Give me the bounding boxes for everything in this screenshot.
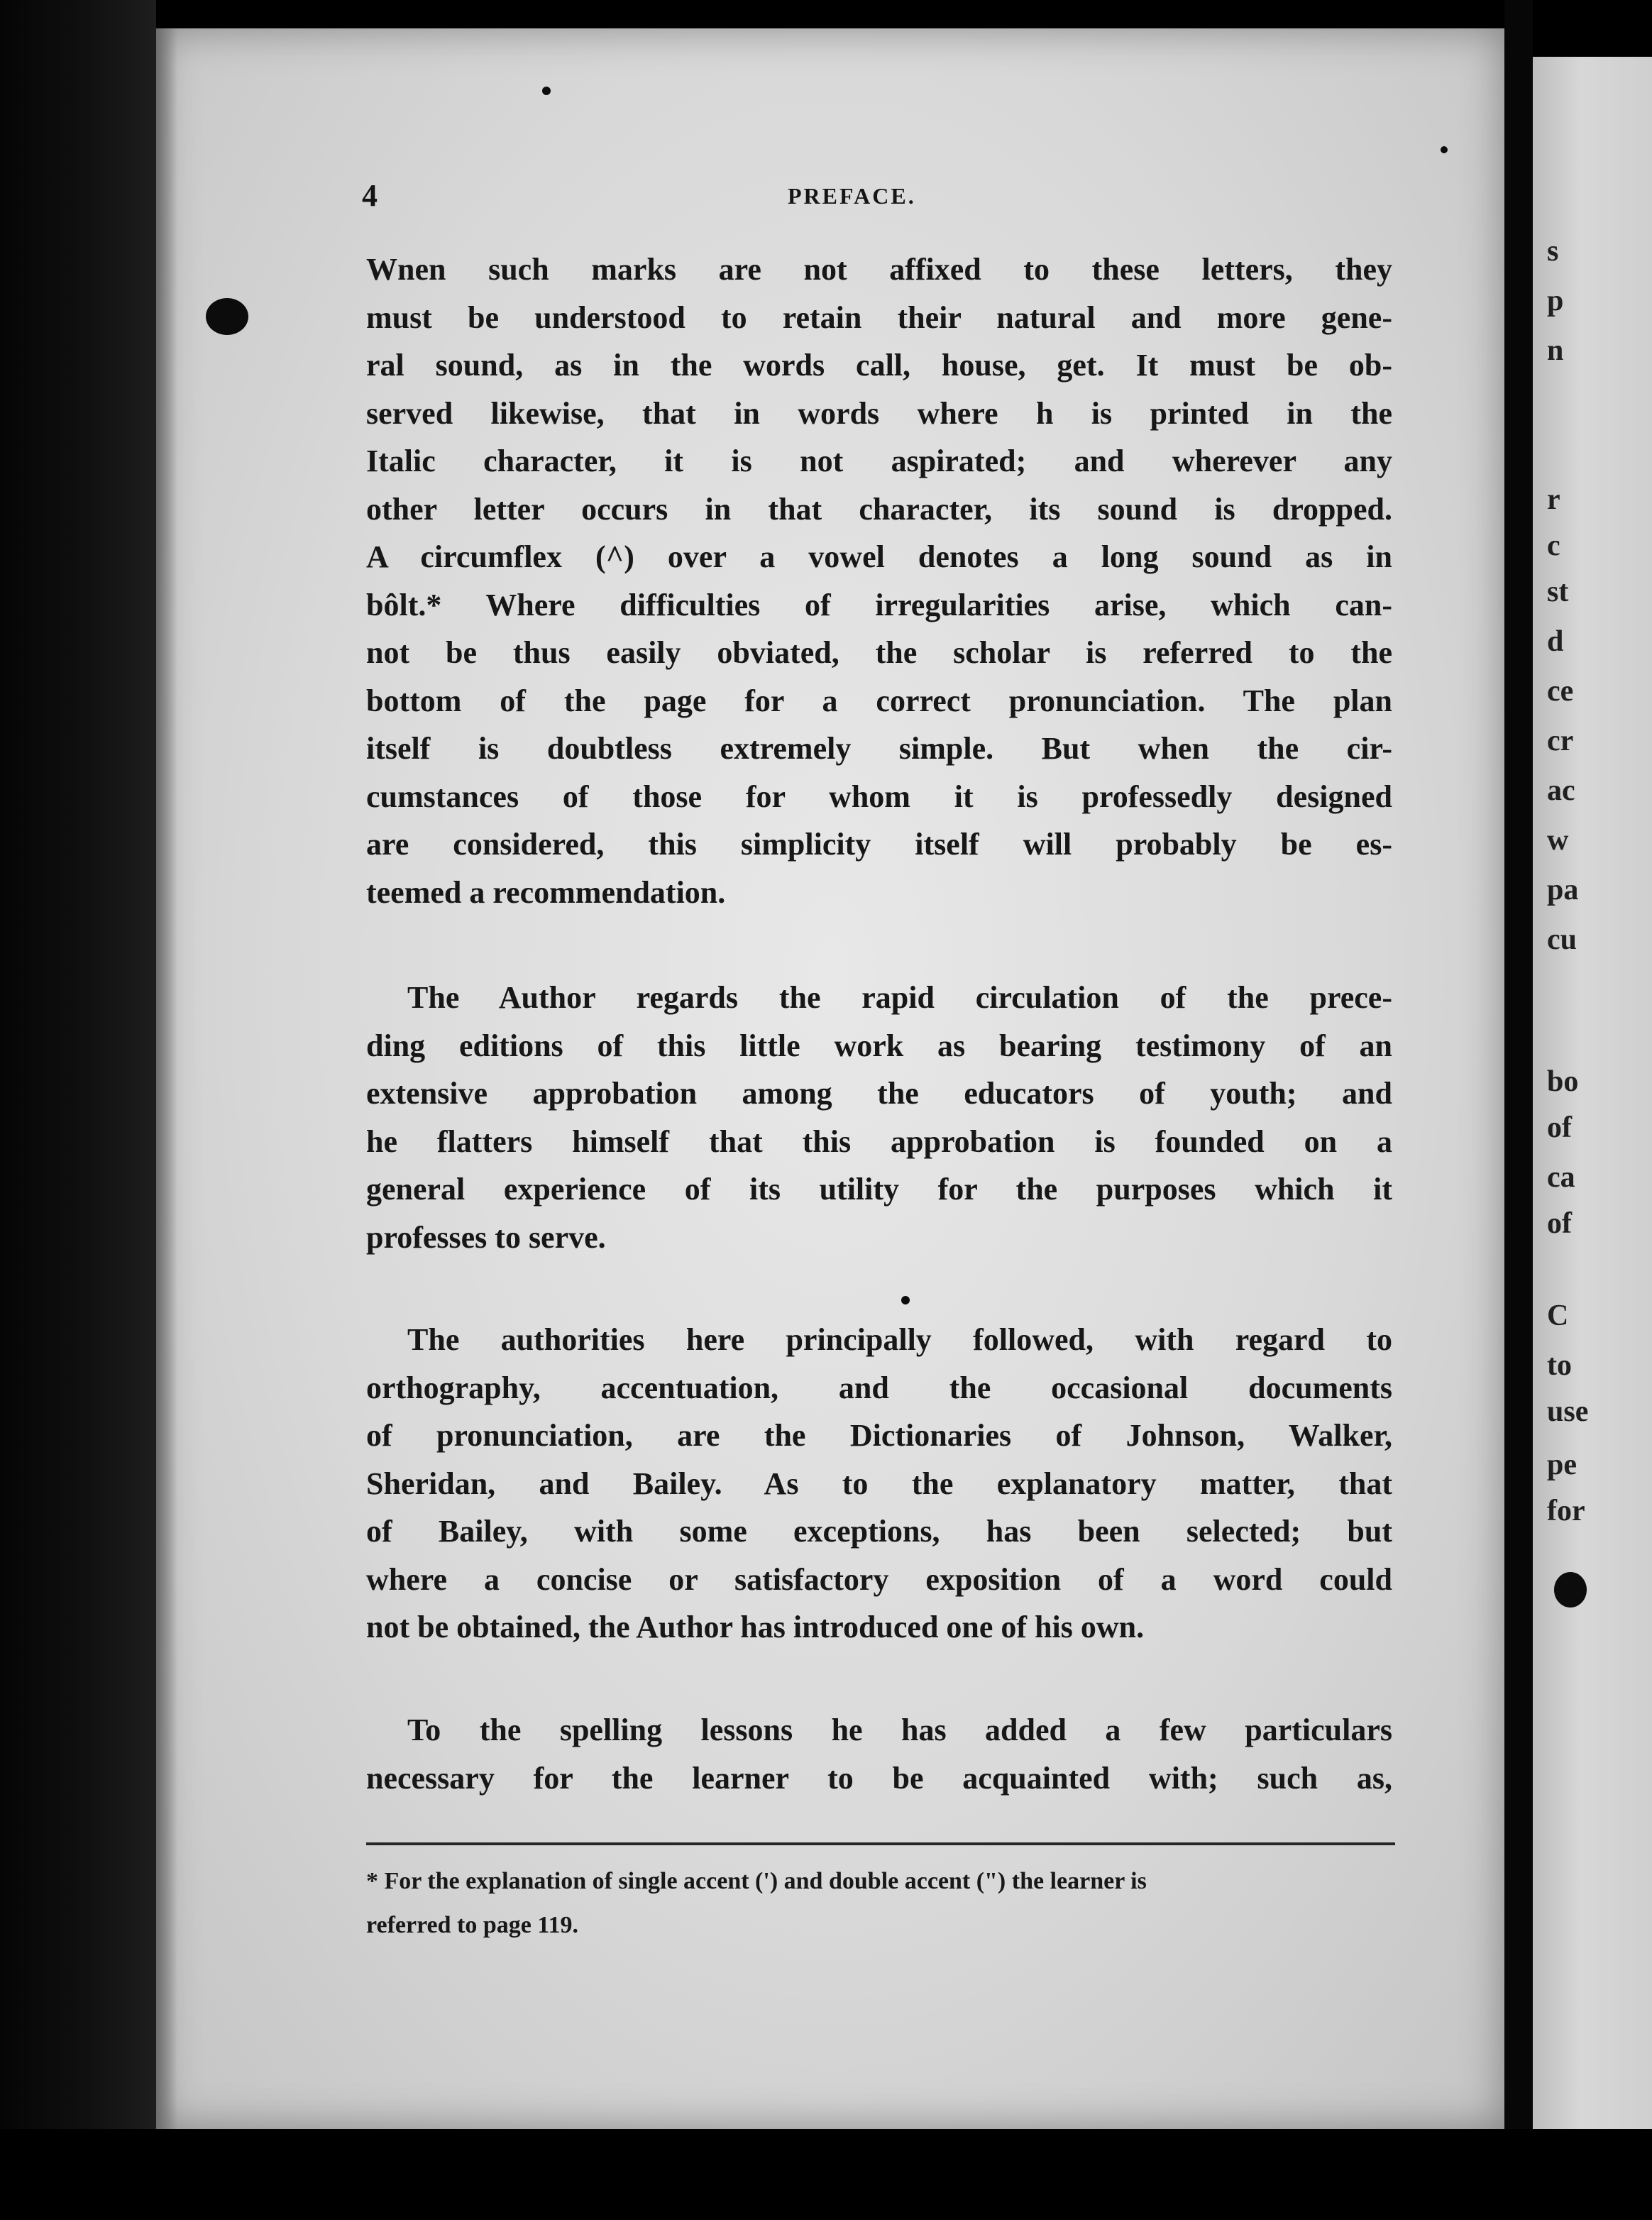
facing-page-fragment: of	[1547, 1111, 1572, 1144]
facing-page-fragment: bo	[1547, 1065, 1579, 1098]
facing-page-fragment: p	[1547, 285, 1564, 317]
text-line: not be obtained, the Author has introduced one of his own.	[366, 1610, 1145, 1644]
text-line: Italic character, it is not aspirated; and wherever any	[366, 444, 1392, 478]
text-line: are considered, this simplicity itself will probably be es-	[366, 827, 1392, 862]
microfilm-border-bottom	[0, 2129, 1652, 2220]
facing-page-fragment: cr	[1547, 725, 1574, 757]
scan-speck	[1441, 146, 1448, 153]
paragraph-marks-explanation	[366, 246, 1392, 916]
facing-page-fragment: n	[1547, 334, 1564, 367]
paragraph-authorities	[366, 1316, 1392, 1652]
running-head: PREFACE.	[788, 183, 916, 209]
page-number: 4	[362, 178, 378, 213]
text-line: itself is doubtless extremely simple. But when the cir-	[366, 731, 1392, 766]
text-line: served likewise, that in words where h is printed in the	[366, 395, 1392, 431]
text-line: he flatters himself that this approbation is founded on a	[366, 1123, 1392, 1159]
text-line: professes to serve.	[366, 1219, 606, 1255]
scan-speck	[542, 87, 551, 95]
facing-page-fragment: r	[1547, 483, 1560, 516]
facing-page-fragment: ce	[1547, 675, 1574, 708]
text-line: Sheridan, and Bailey. As to the explanatory matter, that	[366, 1466, 1392, 1501]
facing-page-fragment: st	[1547, 576, 1569, 608]
text-line: Wnen such marks are not affixed to these letters, they	[366, 252, 1392, 287]
text-line: of pronunciation, are the Dictionaries of Johnson, Walker,	[366, 1418, 1392, 1453]
facing-page-fragment: for	[1547, 1495, 1585, 1527]
facing-page-fragment: d	[1547, 625, 1564, 658]
footnote-line: * For the explanation of single accent (') and double accent (") the learner is	[366, 1868, 1147, 1894]
facing-page-fragment: ac	[1547, 774, 1575, 807]
text-line: cumstances of those for whom it is professedly designed	[366, 779, 1392, 814]
facing-page-fragment: of	[1547, 1207, 1572, 1240]
text-line: of Bailey, with some exceptions, has been selected; but	[366, 1514, 1392, 1549]
text-line: general experience of its utility for the purposes which it	[366, 1172, 1392, 1207]
facing-page-fragment: w	[1547, 824, 1569, 857]
scan-speck	[901, 1296, 910, 1304]
text-line: The Author regards the rapid circulation of the prece-	[407, 980, 1392, 1015]
scan-speck	[206, 298, 248, 335]
text-line: necessary for the learner to be acquainted with; such as,	[366, 1760, 1392, 1796]
text-line: teemed a recommendation.	[366, 874, 726, 910]
text-line: where a concise or satisfactory exposition of a word could	[366, 1561, 1392, 1597]
text-line: A circumflex (^) over a vowel denotes a long sound as in	[366, 539, 1392, 574]
paragraph-author-regards	[366, 974, 1392, 1261]
page-edge-shadow	[156, 28, 177, 2129]
footnote	[366, 1859, 1395, 1947]
text-line: ding editions of this little work as bearing testimony of an	[366, 1028, 1392, 1063]
facing-page-fragment: C	[1547, 1299, 1569, 1332]
facing-page-fragment: cu	[1547, 923, 1577, 956]
text-line: must be understood to retain their natural and more gene-	[366, 300, 1392, 335]
paragraph-spelling-lessons	[366, 1706, 1392, 1802]
text-line: extensive approbation among the educators of youth; and	[366, 1076, 1392, 1111]
text-line: other letter occurs in that character, its sound is dropped.	[366, 491, 1392, 527]
facing-page-fragment: pa	[1547, 874, 1579, 906]
text-line: not be thus easily obviated, the scholar is referred to the	[366, 635, 1392, 670]
microfilm-border-left	[0, 0, 156, 2220]
facing-page-fragment: to	[1547, 1349, 1572, 1382]
footnote-line: referred to page 119.	[366, 1912, 578, 1938]
facing-page-fragment: pe	[1547, 1449, 1577, 1481]
text-line: bottom of the page for a correct pronunciation. The plan	[366, 683, 1392, 718]
text-line: bôlt.* Where difficulties of irregularities arise, which can-	[366, 587, 1392, 622]
text-line: To the spelling lessons he has added a few particulars	[407, 1713, 1392, 1747]
facing-page-fragment: s	[1547, 235, 1559, 268]
facing-page-fragment: c	[1547, 529, 1560, 562]
text-line: ral sound, as in the words call, house, get. It must be ob-	[366, 348, 1392, 383]
footnote-rule	[366, 1842, 1395, 1845]
facing-page-fragment: use	[1547, 1395, 1589, 1428]
text-line: orthography, accentuation, and the occasional documents	[366, 1370, 1392, 1405]
book-gutter	[1504, 0, 1533, 2220]
scan-speck	[1554, 1572, 1587, 1608]
text-line: The authorities here principally followed, with regard to	[407, 1322, 1392, 1357]
facing-page-fragment: ca	[1547, 1161, 1575, 1194]
